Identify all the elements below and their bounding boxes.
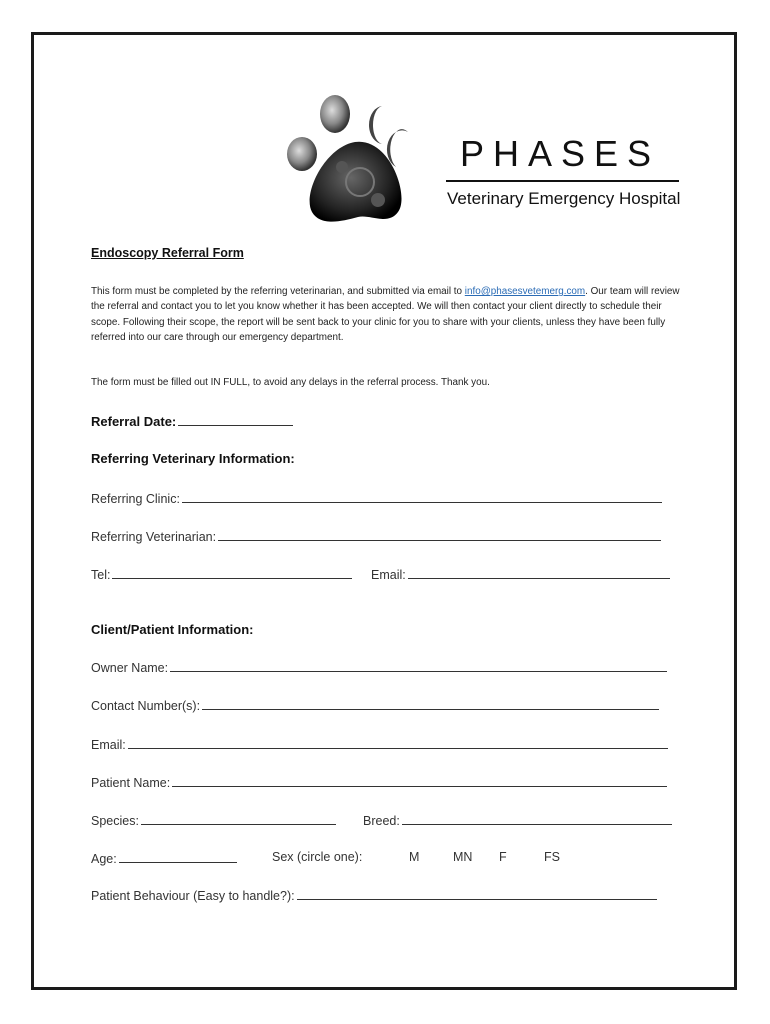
breed-label: Breed: (363, 814, 400, 828)
sex-field (272, 850, 362, 864)
breed-input[interactable] (402, 812, 672, 825)
owner-name-input[interactable] (170, 659, 667, 672)
client-email-input[interactable] (128, 736, 668, 749)
brand-subtitle: Veterinary Emergency Hospital (447, 189, 681, 208)
age-input[interactable] (119, 850, 237, 863)
species-input[interactable] (141, 812, 336, 825)
email-input[interactable] (408, 566, 670, 579)
tel-input[interactable] (112, 566, 352, 579)
sex-label: Sex (circle one): (272, 850, 363, 864)
referral-date-input[interactable] (178, 413, 293, 426)
sex-option-f[interactable]: F (499, 850, 507, 864)
email-link[interactable]: info@phasesvetemerg.com (464, 286, 586, 297)
referring-vet-field (91, 528, 661, 544)
contact-numbers-input[interactable] (202, 697, 659, 710)
form-title: Endoscopy Referral Form (91, 246, 244, 260)
behaviour-field (91, 887, 657, 903)
owner-name-label: Owner Name: (91, 661, 169, 675)
referring-clinic-field (91, 490, 662, 506)
species-field (91, 812, 336, 828)
intro-suffix: . Our team will review the referral and contact you to let you know whether it has been accepted. We will then contact your client directly to schedule their scope. Following their scope, the report will be sent back to your clinic for you to share with your clients, unless they have been fully referred into our care through our emergency department. (91, 286, 680, 343)
patient-name-input[interactable] (172, 774, 667, 787)
paw-logo (280, 92, 425, 227)
fill-note: The form must be filled out IN FULL, to avoid any delays in the referral process. Thank you. (91, 377, 490, 388)
species-label: Species: (91, 814, 139, 828)
tel-field (91, 566, 352, 582)
patient-name-field (91, 774, 667, 790)
intro-paragraph (91, 284, 691, 345)
owner-name-field (91, 659, 667, 675)
email-field (371, 566, 670, 582)
referring-section-heading: Referring Veterinary Information: (91, 451, 295, 466)
referring-vet-input[interactable] (218, 528, 661, 541)
client-email-label: Email: (91, 738, 126, 752)
referral-date-field (91, 413, 293, 429)
referring-clinic-label: Referring Clinic: (91, 492, 180, 506)
brand-name: PHASES (460, 133, 661, 174)
breed-field (363, 812, 672, 828)
client-email-field (91, 736, 668, 752)
email-label: Email: (371, 568, 406, 582)
brand-divider (446, 180, 679, 182)
sex-option-m[interactable]: M (409, 850, 420, 864)
age-label: Age: (91, 852, 117, 866)
contact-numbers-label: Contact Number(s): (91, 699, 201, 713)
client-section-heading: Client/Patient Information: (91, 622, 254, 637)
patient-name-label: Patient Name: (91, 776, 171, 790)
behaviour-label: Patient Behaviour (Easy to handle?): (91, 889, 295, 903)
sex-option-mn[interactable]: MN (453, 850, 473, 864)
behaviour-input[interactable] (297, 887, 657, 900)
tel-label: Tel: (91, 568, 111, 582)
sex-option-fs[interactable]: FS (544, 850, 560, 864)
age-field (91, 850, 237, 866)
contact-numbers-field (91, 697, 659, 713)
referring-clinic-input[interactable] (182, 490, 662, 503)
intro-prefix: This form must be completed by the referring veterinarian, and submitted via email to (91, 286, 465, 297)
referring-vet-label: Referring Veterinarian: (91, 530, 217, 544)
referral-date-label: Referral Date: (91, 414, 177, 429)
